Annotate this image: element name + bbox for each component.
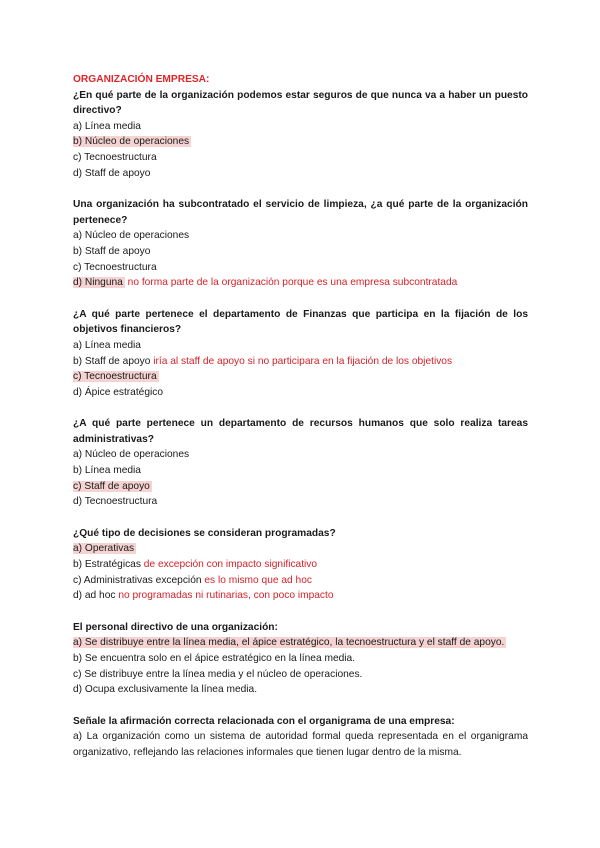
answer-note: no forma parte de la organización porque es una empresa subcontratada <box>124 277 458 289</box>
question-7: Señale la afirmación correcta relacionada con el organigrama de una empresa: <box>73 715 455 727</box>
q1-option-b <box>73 134 528 150</box>
answer-note: de excepción con impacto significativo <box>140 559 318 571</box>
q5-option-c: c) Administrativas excepción es lo mismo que ad hoc <box>73 574 312 586</box>
question-4: ¿A qué parte pertenece un departamento de recursos humanos que solo realiza tareas administrativas? <box>73 418 528 445</box>
q4-option-a: a) Núcleo de operaciones <box>73 449 190 461</box>
q2-option-a: a) Núcleo de operaciones <box>73 230 190 242</box>
q2-option-d <box>73 275 528 291</box>
q4-option-c <box>73 479 528 495</box>
q1-option-c: c) Tecnoestructura <box>73 151 157 163</box>
highlighted-answer: d) Ninguna <box>73 277 123 289</box>
q6-option-c: c) Se distribuye entre la línea media y el núcleo de operaciones. <box>73 668 363 680</box>
question-5: ¿Qué tipo de decisiones se consideran programadas? <box>73 527 336 539</box>
question-3: ¿A qué parte pertenece el departamento de Finanzas que participa en la fijación de los objetivos financieros? <box>73 308 528 336</box>
q1-option-a: a) Línea media <box>73 120 141 132</box>
q1-option-d: d) Staff de apoyo <box>73 167 151 179</box>
q3-option-b: b) Staff de apoyo iría al staff de apoyo si no participara en la fijación de los objetivos <box>73 355 453 367</box>
highlighted-answer: a) Se distribuye entre la línea media, el ápice estratégico, la tecnoestructura y el staff de apoyo. <box>73 637 505 649</box>
highlighted-answer: b) Núcleo de operaciones <box>73 136 190 148</box>
q6-option-b: b) Se encuentra solo en el ápice estratégico en la línea media. <box>73 653 356 664</box>
q4-option-b: b) Línea media <box>73 465 141 477</box>
q7-option-a: a) La organización como un sistema de autoridad formal queda representada en el organigrama organizativo, reflejando las relaciones informales que tienen lugar dentro de la misma. <box>73 731 528 758</box>
q6-option-a <box>73 635 528 651</box>
question-6: El personal directivo de una organización: <box>73 621 278 633</box>
question-2: Una organización ha subcontratado el servicio de limpieza, ¿a qué parte de la organización pertenece? <box>73 199 528 226</box>
q2-option-b: b) Staff de apoyo <box>73 245 151 257</box>
highlighted-answer: c) Tecnoestructura <box>73 371 157 383</box>
q3-option-a: a) Línea media <box>73 339 141 351</box>
q5-option-b: b) Estratégicas de excepción con impacto significativo <box>73 559 318 571</box>
q5-option-d: d) ad hoc no programadas ni rutinarias, con poco impacto <box>73 590 334 602</box>
quiz-content <box>73 72 528 761</box>
answer-note: no programadas ni rutinarias, con poco impacto <box>115 590 334 602</box>
answer-note: iría al staff de apoyo si no participara en la fijación de los objetivos <box>150 355 453 367</box>
q6-option-d: d) Ocupa exclusivamente la línea media. <box>73 684 258 696</box>
highlighted-answer: c) Staff de apoyo <box>73 480 150 492</box>
q2-option-c: c) Tecnoestructura <box>73 261 157 273</box>
question-1: ¿En qué parte de la organización podemos estar seguros de que nunca va a haber un puesto directivo? <box>73 89 528 117</box>
answer-note: es lo mismo que ad hoc <box>201 574 312 586</box>
section-title: ORGANIZACIÓN EMPRESA: <box>73 74 210 85</box>
q5-option-a <box>73 541 528 557</box>
q3-option-c <box>73 369 528 385</box>
q4-option-d: d) Tecnoestructura <box>73 496 158 508</box>
q3-option-d: d) Ápice estratégico <box>73 386 164 398</box>
highlighted-answer: a) Operativas <box>73 543 135 555</box>
